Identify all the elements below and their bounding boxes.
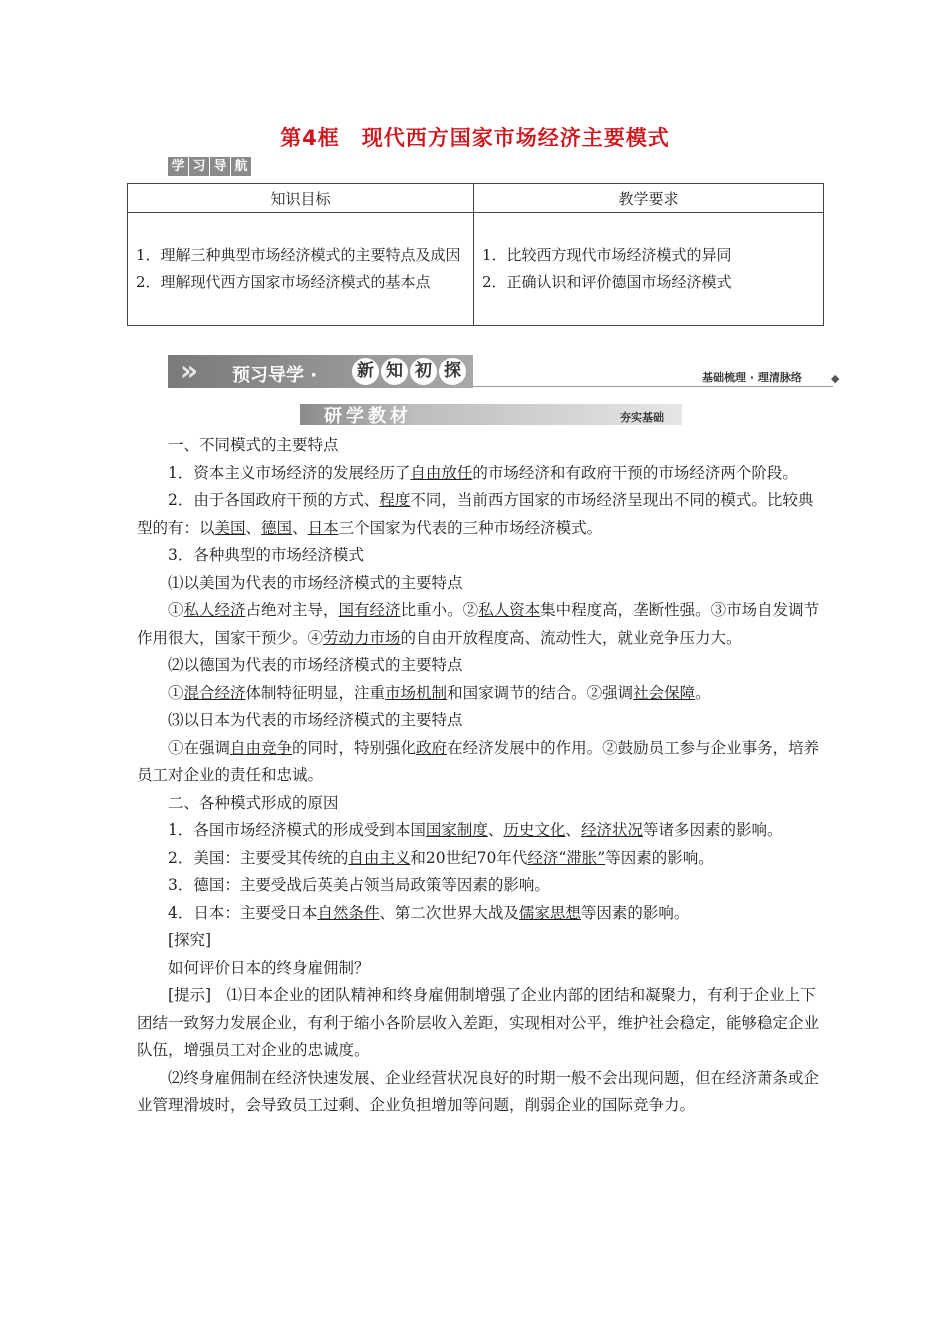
key-term: 国有经济 bbox=[338, 601, 401, 619]
guide-tag-char: 导 bbox=[210, 157, 230, 176]
sub-banner-subtitle: 夯实基础 bbox=[620, 411, 664, 424]
header-teaching-requirements: 教学要求 bbox=[474, 184, 824, 213]
key-term: 私人经济 bbox=[183, 601, 246, 619]
key-term: 私人资本 bbox=[478, 601, 541, 619]
key-term: 劳动力市场 bbox=[323, 628, 401, 647]
paragraph: 2．美国：主要受其传统的自由主义和20世纪70年代经济“滞胀”等因素的影响。 bbox=[168, 848, 714, 867]
key-term: 经济“滞胀” bbox=[527, 848, 606, 867]
list-item: 2．正确认识和评价德国市场经济模式 bbox=[482, 273, 732, 291]
key-term: 历史文化 bbox=[503, 821, 566, 839]
paragraph: ①混合经济体制特征明显，注重市场机制和国家调节的结合。②强调社会保障。 bbox=[168, 683, 711, 702]
banner-label: 预习导学 · bbox=[232, 365, 318, 386]
guide-tag-char: 学 bbox=[168, 157, 188, 176]
hint-paragraph: ⑵终身雇佣制在经济快速发展、企业经营状况良好的时期一般不会出现问题，但在经济萧条或企业管理滑坡时，会导致员工过剩、企业负担增加等问题，削弱企业的国际竞争力。 bbox=[137, 1068, 820, 1114]
banner-char: 探 bbox=[439, 358, 466, 385]
key-term: 自由竞争 bbox=[230, 738, 293, 757]
table-header-row bbox=[128, 184, 824, 213]
list-item: 2．理解现代西方国家市场经济模式的基本点 bbox=[136, 273, 431, 291]
key-term: 混合经济 bbox=[183, 683, 246, 702]
key-term: 自然条件 bbox=[317, 903, 380, 922]
banner-subtitle: 基础梳理 · 理清脉络 bbox=[702, 371, 802, 384]
section-heading: 一、不同模式的主要特点 bbox=[168, 436, 339, 454]
key-term: 日本 bbox=[307, 518, 339, 537]
key-term: 经济状况 bbox=[580, 821, 643, 839]
guide-tag-char: 航 bbox=[231, 157, 251, 176]
paragraph: 1．资本主义市场经济的发展经历了自由放任的市场经济和有政府干预的市场经济两个阶段。 bbox=[168, 463, 798, 482]
sub-banner-label: 研学教材 bbox=[324, 406, 412, 427]
key-term: 自由主义 bbox=[348, 848, 411, 867]
paragraph: 3．各种典型的市场经济模式 bbox=[168, 546, 364, 564]
objectives-table bbox=[127, 183, 824, 326]
paragraph: 4．日本：主要受日本自然条件、第二次世界大战及儒家思想等因素的影响。 bbox=[168, 903, 690, 922]
guide-tag-char: 习 bbox=[189, 157, 209, 176]
hint-paragraph: [提示] ⑴日本企业的团队精神和终身雇佣制增强了企业内部的团结和凝聚力，有利于企业上下团结一致努力发展企业，有利于缩小各阶层收入差距，实现相对公平，维护社会稳定，能够稳定企业队伍，增强员工对企业的忠诚度。 bbox=[137, 986, 820, 1059]
diamond-icon: ◆ bbox=[831, 372, 840, 385]
paragraph: ⑶以日本为代表的市场经济模式的主要特点 bbox=[168, 711, 463, 729]
teaching-requirements-cell bbox=[474, 213, 824, 326]
list-item: 1．理解三种典型市场经济模式的主要特点及成因 bbox=[136, 246, 461, 264]
paragraph: ①在强调自由竞争的同时，特别强化政府在经济发展中的作用。②鼓励员工参与企业事务，培养员工对企业的责任和忠诚。 bbox=[137, 738, 820, 784]
banner-char: 初 bbox=[410, 358, 437, 385]
key-term: 自由放任 bbox=[410, 463, 473, 482]
explore-question: 如何评价日本的终身雇佣制？ bbox=[168, 958, 370, 977]
banner-highlight bbox=[352, 358, 468, 385]
paragraph: 3．德国：主要受战后英美占领当局政策等因素的影响。 bbox=[168, 876, 550, 894]
key-term: 国家制度 bbox=[425, 821, 488, 839]
main-content bbox=[137, 432, 827, 1120]
paragraph: ①私人经济占绝对主导，国有经济比重小。②私人资本集中程度高，垄断性强。③市场自发调节作用很大，国家干预少。④劳动力市场的自由开放程度高、流动性大，就业竞争压力大。 bbox=[137, 601, 820, 647]
key-term: 社会保障 bbox=[633, 683, 696, 702]
explore-label: [探究] bbox=[168, 931, 212, 949]
study-guide-tag bbox=[168, 157, 252, 177]
paragraph: ⑴以美国为代表的市场经济模式的主要特点 bbox=[168, 573, 463, 592]
header-knowledge-goals: 知识目标 bbox=[128, 184, 474, 213]
key-term: 儒家思想 bbox=[518, 903, 581, 922]
key-term: 美国 bbox=[214, 518, 246, 537]
table-row bbox=[128, 213, 824, 326]
key-term: 政府 bbox=[416, 738, 448, 757]
paragraph: ⑵以德国为代表的市场经济模式的主要特点 bbox=[168, 656, 463, 674]
banner-char: 新 bbox=[352, 358, 379, 385]
divider bbox=[473, 386, 833, 387]
page-title: 第4框 现代西方国家市场经济主要模式 bbox=[280, 126, 670, 150]
key-term: 德国 bbox=[261, 518, 293, 537]
paragraph: 1．各国市场经济模式的形成受到本国国家制度、历史文化、经济状况等诸多因素的影响。 bbox=[168, 821, 783, 839]
banner-char: 知 bbox=[381, 358, 408, 385]
list-item: 1．比较西方现代市场经济模式的异同 bbox=[482, 246, 732, 264]
key-term: 程度 bbox=[379, 491, 411, 509]
double-chevron-icon: » bbox=[180, 354, 199, 387]
section-heading: 二、各种模式形成的原因 bbox=[168, 793, 339, 812]
knowledge-goals-cell bbox=[128, 213, 474, 326]
paragraph: 2．由于各国政府干预的方式、程度不同，当前西方国家的市场经济呈现出不同的模式。比较典型的有：以美国、德国、日本三个国家为代表的三种市场经济模式。 bbox=[137, 491, 814, 537]
key-term: 市场机制 bbox=[385, 683, 448, 702]
